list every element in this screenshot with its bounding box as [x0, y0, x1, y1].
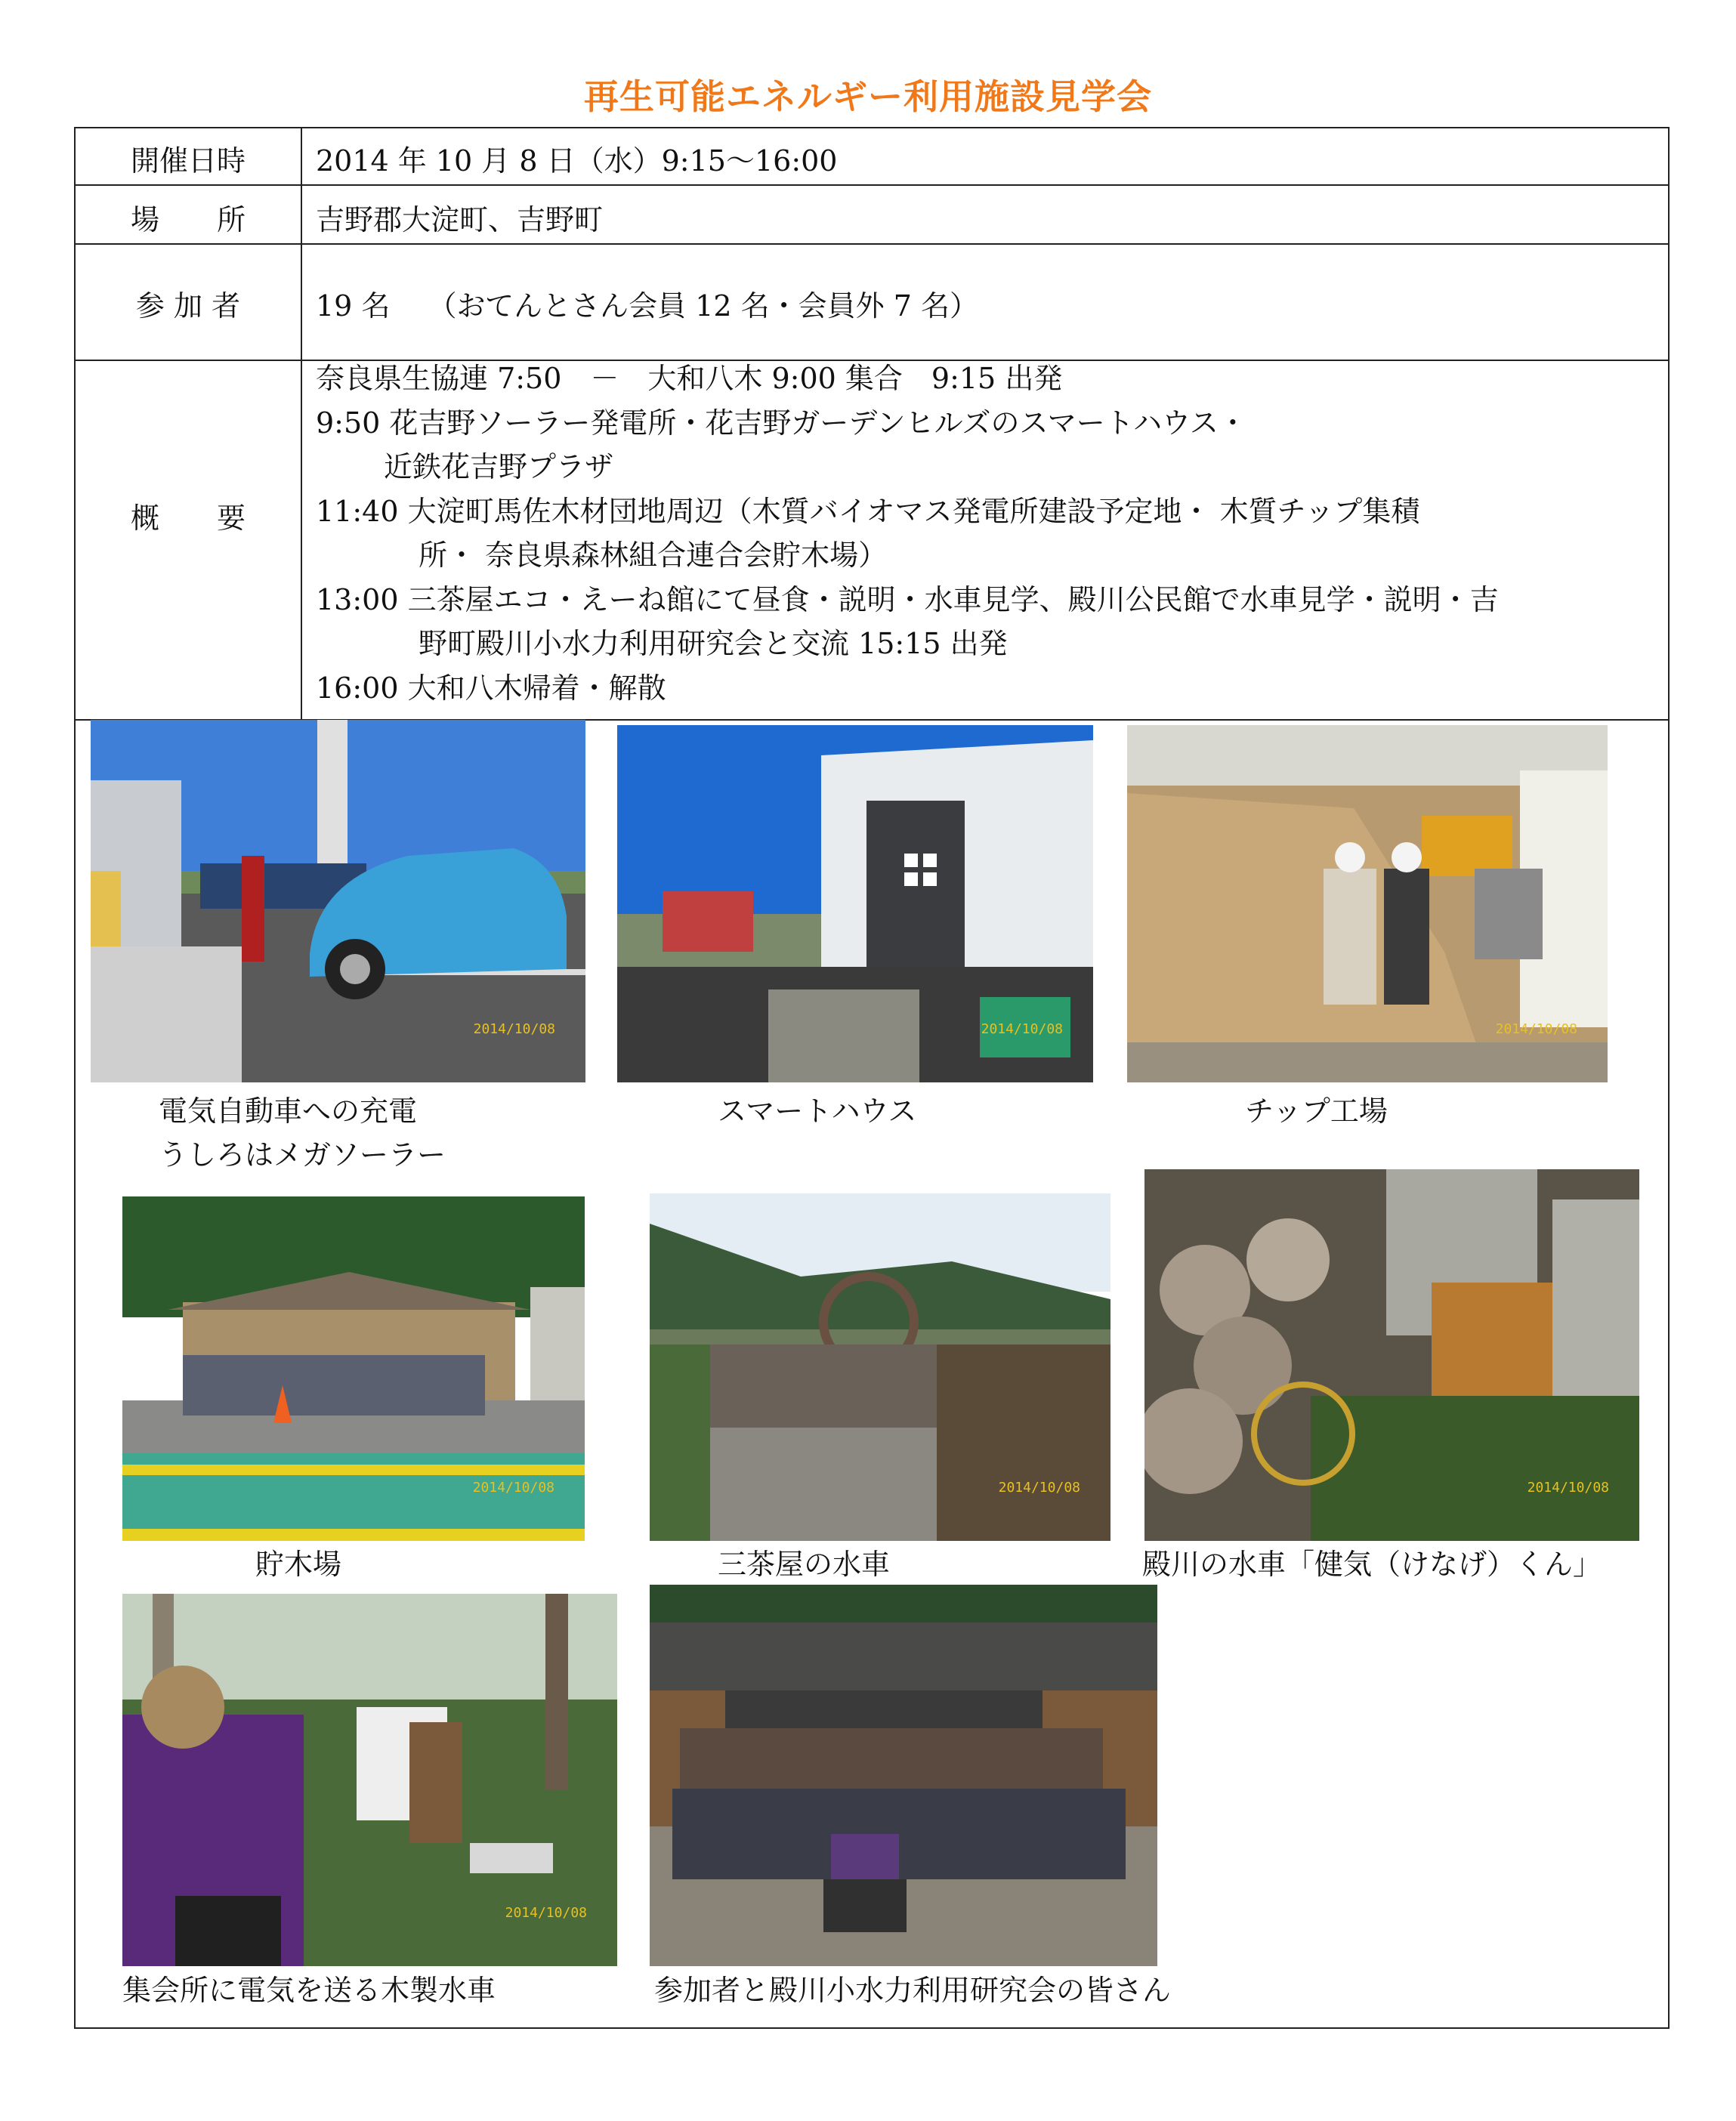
- schedule-line: 13:00 三茶屋エコ・えーね館にて昼食・説明・水車見学、殿川公民館で水車見学・説明・吉: [316, 582, 1499, 616]
- schedule-line: 9:50 花吉野ソーラー発電所・花吉野ガーデンヒルズのスマートハウス・: [316, 406, 1247, 440]
- photo-smart-house: [617, 725, 1093, 1082]
- photo-ev-charging: [91, 720, 585, 1082]
- photo-date-stamp: 2014/10/08: [472, 1480, 554, 1496]
- page-title: 再生可能エネルギー利用施設見学会: [584, 76, 1152, 117]
- participants-value: 19 名 （おてんとさん会員 12 名・会員外 7 名）: [316, 289, 978, 323]
- caption-ev-line1: 電気自動車への充電: [159, 1094, 418, 1128]
- schedule-line: 野町殿川小水力利用研究会と交流 15:15 出発: [419, 627, 1008, 660]
- photo-lumber-yard: [122, 1196, 585, 1541]
- overview-schedule: [316, 357, 1499, 710]
- photo-date-stamp: 2014/10/08: [505, 1905, 587, 1921]
- photo-chip-factory: [1127, 725, 1608, 1082]
- photo-date-stamp: 2014/10/08: [1527, 1480, 1609, 1496]
- caption-smart-house: スマートハウス: [718, 1094, 917, 1128]
- caption-tonokawa-waterwheel: 殿川の水車「健気（けなげ）くん」: [1142, 1548, 1602, 1581]
- place-label: 場 所: [130, 203, 246, 236]
- schedule-line: 近鉄花吉野プラザ: [384, 450, 614, 483]
- photo-date-stamp: 2014/10/08: [473, 1021, 555, 1037]
- caption-wooden-waterwheel: 集会所に電気を送る木製水車: [122, 1974, 496, 2007]
- caption-chip-factory: チップ工場: [1245, 1094, 1388, 1128]
- participants-label: 参 加 者: [135, 289, 241, 323]
- date-label: 開催日時: [130, 144, 246, 178]
- overview-label: 概 要: [130, 502, 246, 535]
- photo-sanchaya-waterwheel: [650, 1193, 1110, 1541]
- photo-wooden-waterwheel: [122, 1594, 617, 1966]
- schedule-line: 奈良県生協連 7:50 － 大和八木 9:00 集合 9:15 出発: [316, 362, 1063, 395]
- place-value: 吉野郡大淀町、吉野町: [316, 203, 604, 236]
- table-row-divider: [76, 184, 1668, 186]
- caption-ev-line2: うしろはメガソーラー: [159, 1138, 446, 1172]
- photo-date-stamp: 2014/10/08: [981, 1021, 1063, 1037]
- schedule-line: 所・ 奈良県森林組合連合会貯木場）: [419, 539, 888, 572]
- photo-tonokawa-waterwheel: [1144, 1169, 1639, 1541]
- table-row-divider: [76, 243, 1668, 245]
- table-column-divider: [301, 128, 302, 721]
- schedule-line: 11:40 大淀町馬佐木材団地周辺（木質バイオマス発電所建設予定地・ 木質チップ集積: [316, 494, 1420, 528]
- caption-sanchaya-waterwheel: 三茶屋の水車: [718, 1548, 891, 1581]
- photo-group: [650, 1585, 1157, 1966]
- photo-date-stamp: 2014/10/08: [998, 1480, 1080, 1496]
- caption-lumber-yard: 貯木場: [255, 1548, 342, 1581]
- caption-group-photo: 参加者と殿川小水力利用研究会の皆さん: [654, 1974, 1172, 2007]
- schedule-line: 16:00 大和八木帰着・解散: [316, 671, 666, 705]
- date-value: 2014 年 10 月 8 日（水）9:15～16:00: [316, 144, 838, 178]
- photo-date-stamp: 2014/10/08: [1495, 1021, 1577, 1037]
